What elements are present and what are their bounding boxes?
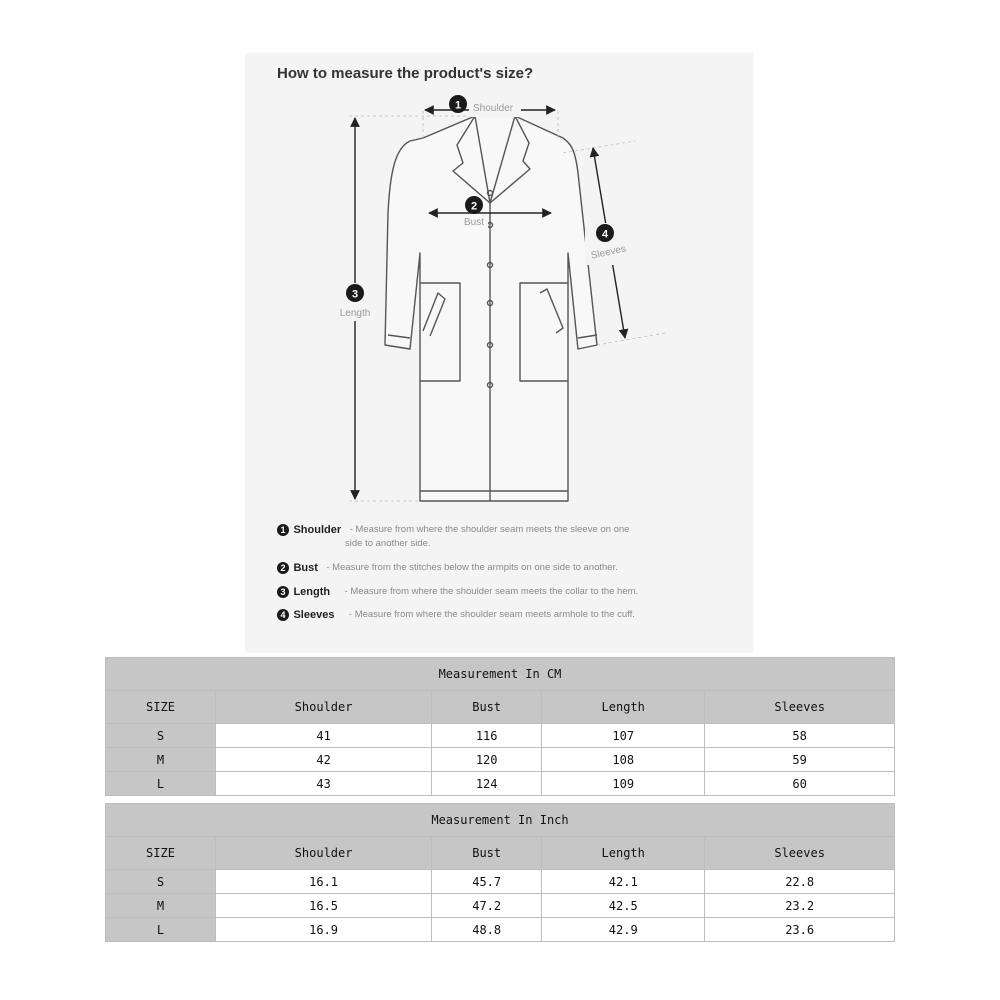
label-shoulder: Shoulder — [473, 103, 514, 114]
legend-term: Length — [293, 585, 331, 598]
legend-desc: - Measure from where the shoulder seam meets the collar to the hem. — [344, 586, 639, 598]
table-cell: 16.5 — [215, 894, 431, 918]
header-shoulder: Shoulder — [215, 691, 431, 724]
table-cell: 22.8 — [705, 870, 895, 894]
header-sleeves: Sleeves — [705, 837, 895, 870]
coat-outline-icon — [385, 116, 597, 501]
guide-title: How to measure the product's size? — [277, 65, 534, 82]
label-length: Length — [339, 308, 371, 319]
legend-item-sleeves — [277, 606, 635, 624]
size-cell: L — [106, 918, 216, 942]
table-row — [106, 772, 895, 796]
badge-number: 4 — [601, 228, 609, 241]
coat-diagram — [245, 53, 753, 513]
table-header-row — [106, 837, 895, 870]
table-cell: 23.6 — [705, 918, 895, 942]
table-cell: 45.7 — [432, 870, 542, 894]
header-length: Length — [542, 691, 705, 724]
size-cell: L — [106, 772, 216, 796]
table-caption: Measurement In Inch — [106, 804, 895, 837]
legend-term: Bust — [293, 561, 318, 574]
header-size: SIZE — [106, 691, 216, 724]
header-bust: Bust — [432, 691, 542, 724]
table-row — [106, 894, 895, 918]
table-row — [106, 748, 895, 772]
table-cell: 42 — [215, 748, 431, 772]
header-sleeves: Sleeves — [705, 691, 895, 724]
measurement-guide — [245, 53, 753, 653]
table-caption: Measurement In CM — [106, 658, 895, 691]
header-length: Length — [542, 837, 705, 870]
table-cell: 108 — [542, 748, 705, 772]
label-sleeves: Sleeves — [589, 243, 628, 262]
size-cell: S — [106, 870, 216, 894]
legend-badge: 3 — [277, 586, 289, 598]
legend-desc: - Measure from where the shoulder seam meets the sleeve on one — [349, 524, 630, 536]
table-row — [106, 918, 895, 942]
size-cell: S — [106, 724, 216, 748]
size-table-cm — [105, 657, 895, 796]
table-cell: 42.1 — [542, 870, 705, 894]
legend-item-length — [277, 583, 638, 601]
table-cell: 124 — [432, 772, 542, 796]
table-cell: 48.8 — [432, 918, 542, 942]
legend-desc: - Measure from the stitches below the armpits on one side to another. — [326, 562, 618, 574]
table-cell: 120 — [432, 748, 542, 772]
header-bust: Bust — [432, 837, 542, 870]
legend-desc: - Measure from where the shoulder seam meets armhole to the cuff. — [348, 609, 635, 621]
table-cell: 43 — [215, 772, 431, 796]
table-cell: 107 — [542, 724, 705, 748]
size-cell: M — [106, 894, 216, 918]
size-table-inch — [105, 803, 895, 942]
table-cell: 41 — [215, 724, 431, 748]
label-bust: Bust — [463, 217, 485, 228]
table-cell: 58 — [705, 724, 895, 748]
legend-badge: 4 — [277, 609, 289, 621]
legend-item-shoulder — [277, 521, 630, 549]
badge-number: 1 — [454, 99, 462, 112]
legend-term: Sleeves — [293, 608, 335, 621]
table-cell: 23.2 — [705, 894, 895, 918]
legend-badge: 2 — [277, 562, 289, 574]
table-cell: 60 — [705, 772, 895, 796]
table-row — [106, 724, 895, 748]
legend-term: Shoulder — [293, 523, 342, 536]
table-cell: 16.1 — [215, 870, 431, 894]
legend-item-bust — [277, 559, 618, 577]
table-cell: 116 — [432, 724, 542, 748]
table-cell: 42.9 — [542, 918, 705, 942]
header-shoulder: Shoulder — [215, 837, 431, 870]
legend-badge: 1 — [277, 524, 289, 536]
table-header-row — [106, 691, 895, 724]
size-cell: M — [106, 748, 216, 772]
table-cell: 16.9 — [215, 918, 431, 942]
table-cell: 47.2 — [432, 894, 542, 918]
badge-number: 3 — [351, 288, 359, 301]
legend-desc-continued: side to another side. — [345, 538, 431, 549]
header-size: SIZE — [106, 837, 216, 870]
badge-number: 2 — [470, 200, 478, 213]
table-row — [106, 870, 895, 894]
table-cell: 109 — [542, 772, 705, 796]
table-cell: 42.5 — [542, 894, 705, 918]
table-cell: 59 — [705, 748, 895, 772]
